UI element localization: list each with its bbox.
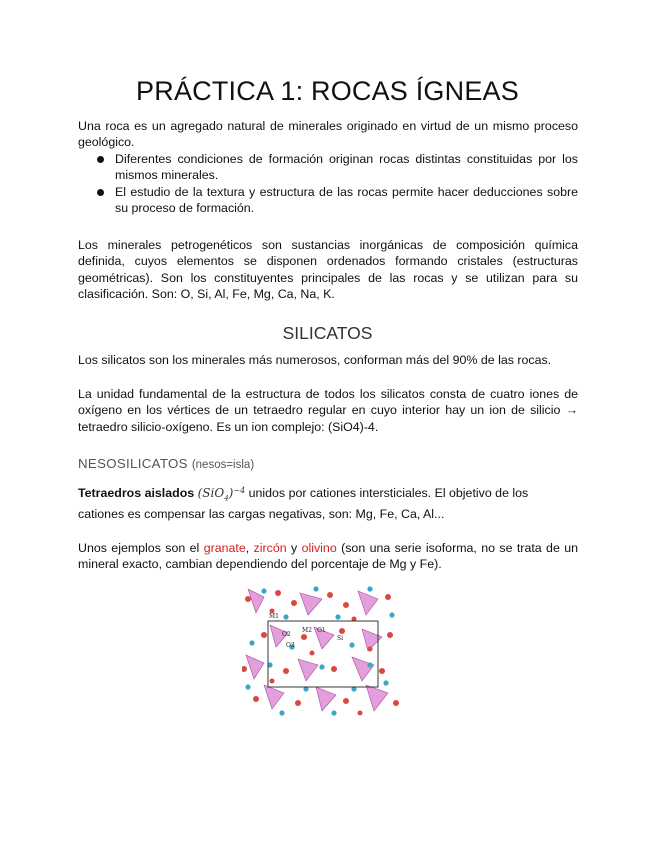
sio4-formula: $(SiO_4)^{-4}$ <box>197 486 246 503</box>
bullet-dot-icon <box>97 189 104 196</box>
silicatos-paragraph-2: La unidad fundamental de la estructura de todos los silicatos consta de cuatro iones de oxígeno en los vértices de un tetraedro regular en cuyo interior hay un ion de silicio → tetraedro silicio-oxígeno. Es un ion complejo: (SiO4)-4. <box>78 387 578 434</box>
section-heading-silicatos: SILICATOS <box>282 323 373 343</box>
granate-text: granate <box>203 541 246 555</box>
nesosilicatos-subtitle: (nesos=isla) <box>191 459 255 471</box>
nesosilicatos-line-1-rest: unidos por cationes intersticiales. El objetivo de los <box>248 486 529 500</box>
nesosilicatos-line-1 <box>78 483 578 508</box>
olivine-crystal-structure-image <box>242 585 402 718</box>
nesosilicatos-line-2: cationes es compensar las cargas negativas, son: Mg, Fe, Ca, Al... <box>78 507 445 521</box>
olivino-text: olivino <box>301 541 337 555</box>
label-m1: M1 <box>269 613 279 620</box>
page-title: PRÁCTICA 1: ROCAS ÍGNEAS <box>136 76 519 106</box>
label-m2: M2 <box>302 627 312 634</box>
minerales-paragraph: Los minerales petrogenéticos son sustancias inorgánicas de composición química definida, cuyos elementos se disponen ordenados formando cristales (estructuras geométricas). Son los constituyentes principales de las rocas y se utilizan para su clasificación. Son: O, Si, Al, Fe, Mg, Ca, Na, K. <box>78 238 578 302</box>
nesosilicatos-title: NESOSILICATOS <box>78 456 188 471</box>
zircon-text: zircón <box>253 541 287 555</box>
label-si: Si <box>337 635 344 642</box>
intro-paragraph: Una roca es un agregado natural de minerales originado en virtud de un mismo proceso geológico. <box>78 119 578 150</box>
label-o3: O3 <box>286 642 295 649</box>
examples-paragraph: Unos ejemplos son el granate, zircón y olivino (son una serie isoforma, no se trata de un mineral exacto, cambian dependiendo del porcentaje de Mg y Fe). <box>78 541 578 572</box>
crystal-tetrahedra <box>246 589 388 711</box>
label-o1: O1 <box>317 627 326 634</box>
intro-bullet-2: El estudio de la textura y estructura de las rocas permite hacer deducciones sobre su proceso de formación. <box>115 185 578 216</box>
tetraedros-label: Tetraedros aislados <box>78 486 195 500</box>
intro-bullet-1: Diferentes condiciones de formación originan rocas distintas constituidas por los mismos minerales. <box>115 152 578 183</box>
subsection-heading-nesosilicatos <box>78 456 254 471</box>
silicatos-paragraph-1: Los silicatos son los minerales más numerosos, conforman más del 90% de las rocas. <box>78 353 552 367</box>
bullet-dot-icon <box>97 156 104 163</box>
label-o2: O2 <box>282 631 291 638</box>
